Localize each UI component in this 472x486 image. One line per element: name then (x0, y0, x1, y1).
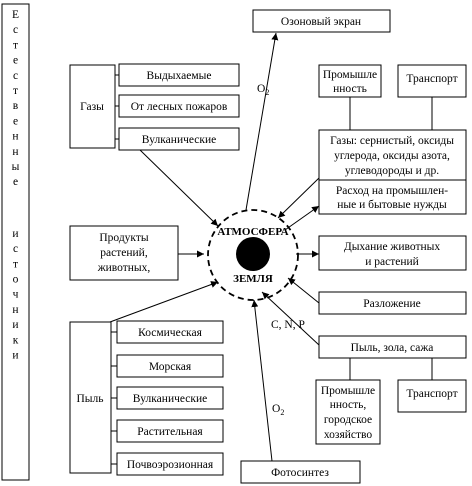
industry-bottom-line-3: городское (323, 414, 373, 426)
gas-exhaled: Выдыхаемые (146, 70, 212, 82)
atmosphere-label: АТМОСФЕРА (217, 226, 289, 238)
side-letter: е (12, 54, 19, 67)
side-letter: Е (11, 9, 20, 21)
arrow-gases-to-atmosphere (140, 150, 218, 226)
side-letter: и (12, 349, 19, 362)
dust-plant: Растительная (137, 426, 203, 438)
earth-core-circle (236, 237, 270, 271)
side-letter: т (12, 258, 19, 271)
products-line-2: растений, (100, 247, 148, 259)
dust-cosmic: Космическая (138, 327, 202, 339)
dust-soil-erosion: Почвоэрозионная (126, 459, 214, 471)
side-letter: е (12, 115, 19, 128)
side-letter: н (12, 145, 19, 158)
side-letter: ы (11, 161, 20, 173)
side-letter: с (12, 24, 19, 37)
dust-volcanic: Вулканические (132, 393, 208, 405)
side-letter: н (12, 303, 19, 316)
gas-forest-fires: От лесных пожаров (130, 101, 228, 113)
consumption-line-2: ные и бытовые нужды (337, 199, 447, 211)
arrow-atmosphere-to-consumption (285, 206, 319, 230)
industry-bottom-line-1: Промышле (320, 385, 376, 397)
arrow-photosynthesis-to-atmosphere (254, 300, 272, 461)
side-letter: о (12, 273, 19, 286)
dust-marine: Морская (148, 361, 192, 373)
gas-volcanic: Вулканические (141, 134, 217, 146)
side-letter: с (12, 69, 19, 82)
side-letter: н (12, 130, 19, 143)
elements-label: C, N, P (271, 319, 305, 331)
dust-label: Пыль (76, 393, 104, 405)
gas-pollutants-line-1: Газы: сернистый, оксиды (330, 135, 454, 147)
industry-top-line-2: нность (333, 83, 367, 95)
gas-pollutants-line-3: углеводороды и др. (344, 165, 440, 177)
side-letter: е (12, 176, 19, 189)
side-letter: т (12, 85, 19, 97)
side-letter: к (12, 334, 19, 347)
arrow-pollutants-to-atmosphere (278, 178, 319, 218)
side-letter: и (12, 319, 19, 332)
transport-bottom: Транспорт (406, 388, 458, 400)
o2-top-label: $O_2$ (257, 83, 270, 97)
industry-bottom-line-2: нность, (329, 399, 367, 411)
dust-ash-soot: Пыль, зола, сажа (350, 342, 434, 354)
arrow-decomposition-to-atmosphere (288, 278, 319, 303)
industry-top-line-1: Промышле (322, 69, 378, 81)
respiration-line-1: Дыхание животных (343, 241, 441, 253)
decomposition: Разложение (363, 298, 421, 310)
industry-bottom-line-4: хозяйство (323, 429, 373, 441)
o2-bottom-label: $O_2$ (272, 403, 285, 417)
side-letter: ч (12, 288, 19, 301)
earth-label: ЗЕМЛЯ (233, 273, 273, 285)
products-line-1: Продукты (99, 232, 149, 244)
transport-top: Транспорт (406, 73, 458, 85)
gases-label: Газы (80, 101, 104, 113)
products-line-3: животных, (97, 262, 151, 274)
arrow-dust-to-atmosphere (110, 282, 218, 322)
consumption-line-1: Расход на промышлен- (335, 185, 449, 197)
arrow-o2-to-ozone (246, 33, 276, 210)
respiration-line-2: и растений (365, 256, 419, 268)
ozone-screen: Озоновый экран (280, 16, 362, 28)
side-letter: в (12, 100, 19, 113)
side-letter: т (12, 39, 19, 52)
photosynthesis: Фотосинтез (271, 467, 329, 479)
gas-pollutants-line-2: углерода, оксиды азота, (334, 150, 450, 162)
side-letter: и (12, 227, 19, 240)
side-letter: с (12, 243, 19, 256)
